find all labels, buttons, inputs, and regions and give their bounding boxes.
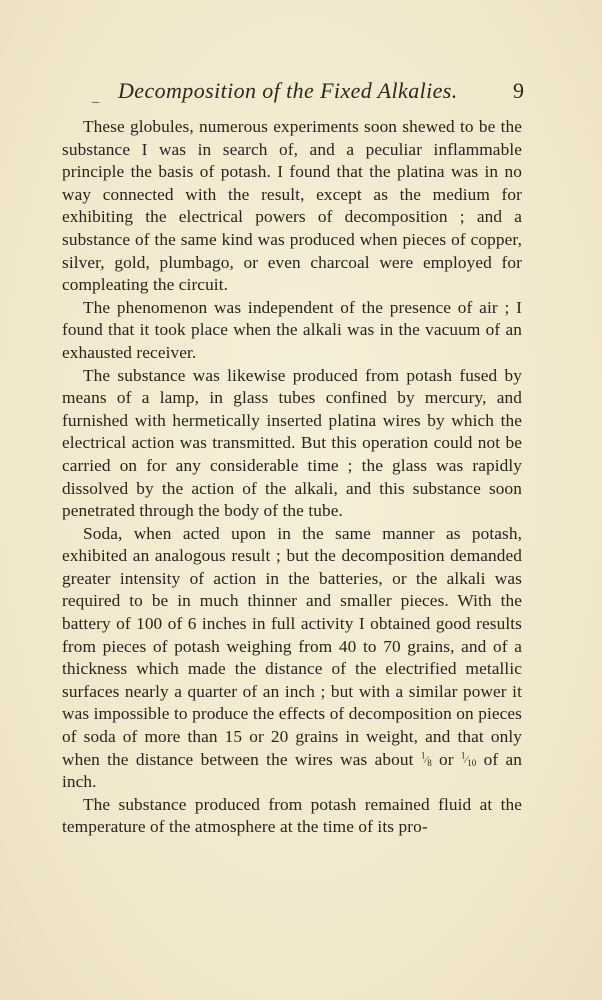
paragraph-3: The substance was likewise produced from potash fused by means of a lamp, in glass tubes confined by mercury, and furnished with hermetically inserted platina wires by which the electrical action was transmitted. But this operation could not be carried on for any considerable time ; the glass was rapidly dissolved by the action of the alkali, and this substance soon penetrated through the body of the tube.: [62, 365, 522, 521]
paragraph-4: [62, 523, 522, 794]
fraction-one-tenth: $^1⁄_{10}$: [460, 749, 477, 768]
page-title: Decomposition of the Fixed Alkalies.: [118, 78, 458, 103]
fraction-one-eighth: $^1⁄_8$: [420, 749, 432, 768]
header-dash: _: [92, 90, 99, 105]
fraction-2-numerator: 1: [460, 749, 466, 760]
paragraph-4-tail: of an inch.: [62, 749, 522, 792]
paragraph-2: The phenomenon was independent of the presence of air ; I found that it took place when the alkali was in the vacuum of an exhausted receiver.: [62, 297, 522, 362]
page-number: 9: [513, 78, 524, 103]
paragraph-5: The substance produced from potash remained fluid at the temperature of the atmosphere at the time of its pro-: [62, 794, 522, 837]
paragraph-1: These globules, numerous experiments soon shewed to be the substance I was in search of, and a peculiar inflammable principle the basis of potash. I found that the platina was in no way connected with the result, except as the medium for exhibiting the electrical powers of decomposition ; and a substance of the same kind was produced when pieces of copper, silver, gold, plumbago, or even charcoal were employed for compleating the circuit.: [62, 117, 522, 295]
fraction-1-denominator: 8: [427, 757, 432, 768]
fraction-connector: or: [439, 749, 454, 769]
paragraph-4-text: Soda, when acted upon in the same manner as potash, exhibited an analogous result ; but the decomposition demanded greater intensity of action in the batteries, or the alkali was required to be in much thinner and smaller pieces. With the battery of 100 of 6 inches in full activity I obtained good results from pieces of potash weighing from 40 to 70 grains, and of a thickness which made the distance of the electrified metallic surfaces nearly a quarter of an inch ; but with a similar power it was impossible to produce the effects of decomposition on pieces of soda of more than 15 or 20 grains in weight, and that only when the distance between the wires was about: [62, 523, 522, 769]
body-text: [62, 116, 522, 839]
fraction-2-denominator: 10: [467, 757, 477, 768]
fraction-1-numerator: 1: [420, 749, 426, 760]
running-head: [62, 78, 522, 106]
